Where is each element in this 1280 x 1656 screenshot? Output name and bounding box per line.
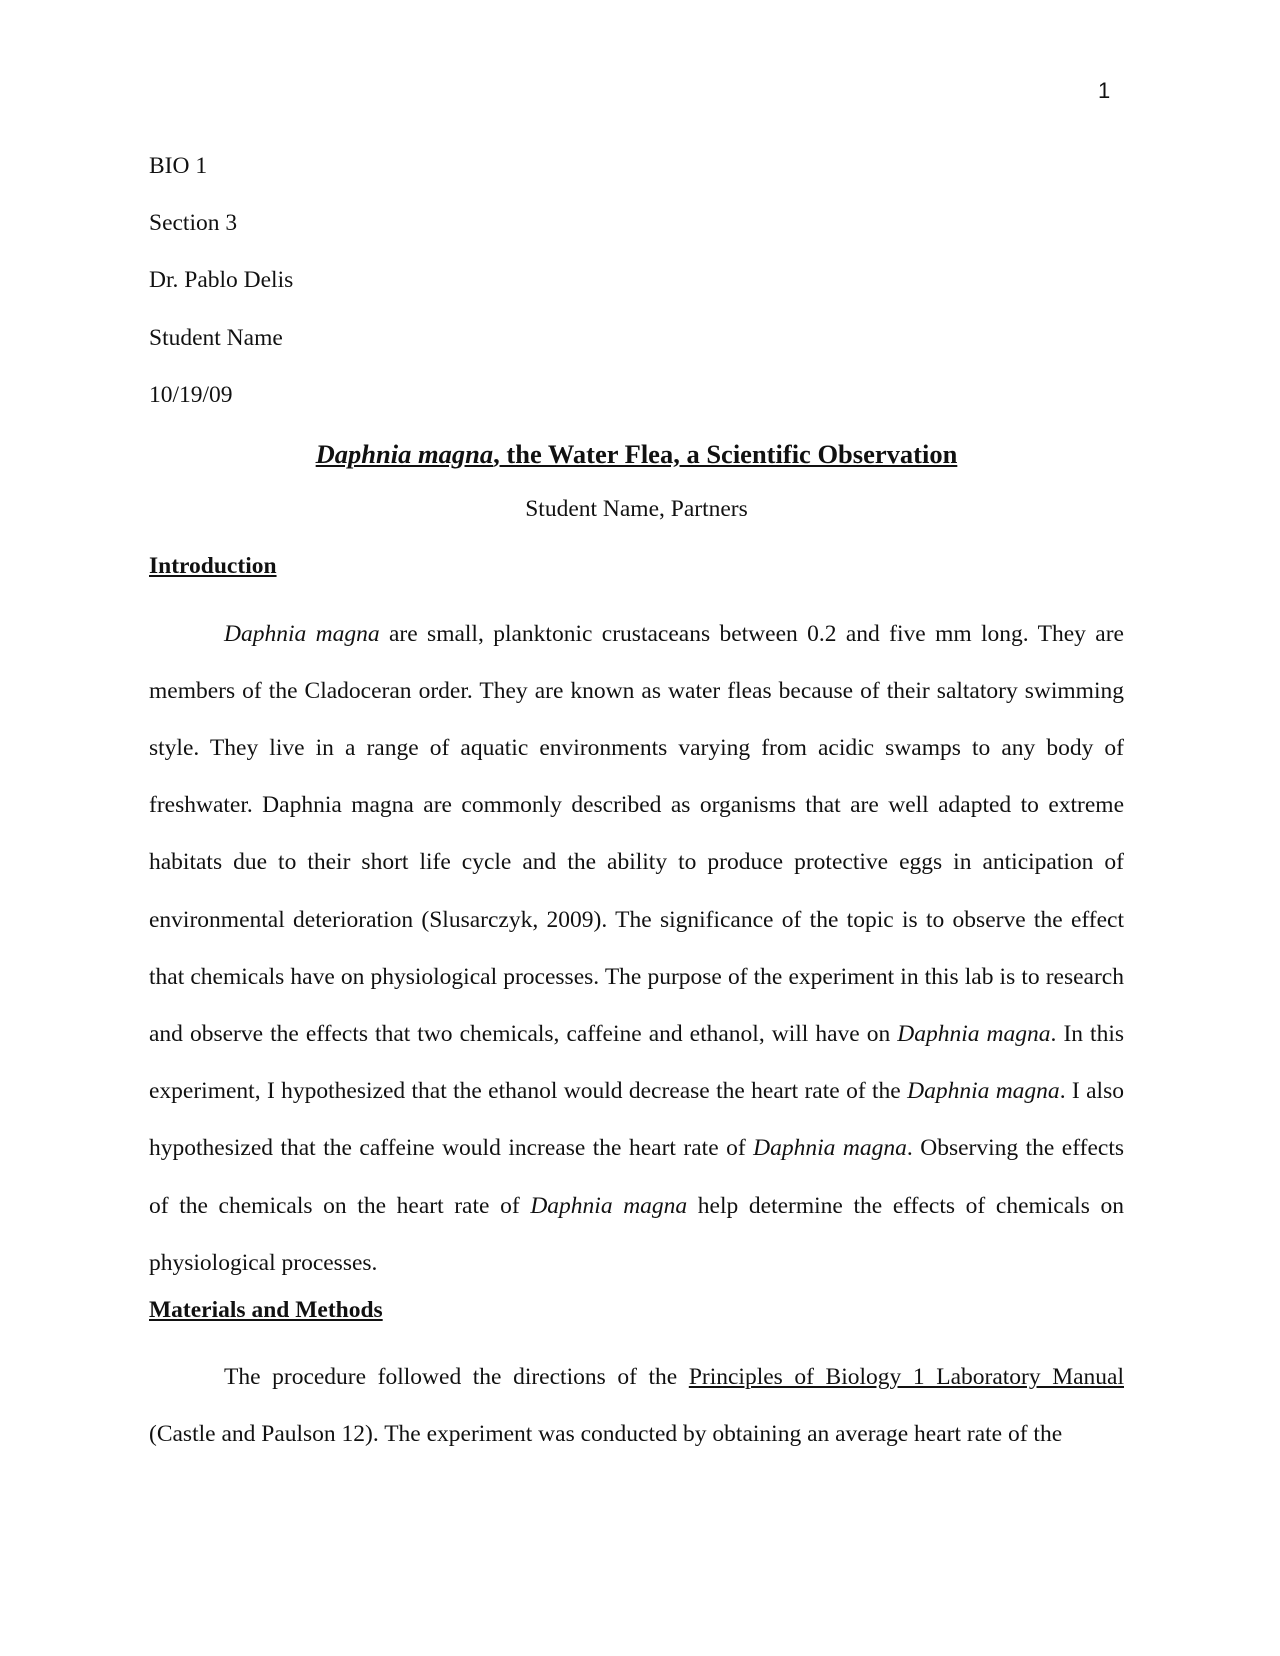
methods-heading-line	[149, 1292, 1124, 1349]
italic-species-name: Daphnia magna	[224, 620, 380, 647]
paragraph-text: . Observing the effects of the chemicals on the heart rate of	[149, 1135, 1124, 1219]
page-number: 1	[1098, 78, 1111, 103]
date-line: 10/19/09	[149, 381, 233, 408]
italic-species-name: Daphnia magna	[753, 1135, 907, 1162]
authors-line: Student Name, Partners	[525, 496, 748, 523]
paragraph-text: The procedure followed the directions of the	[224, 1364, 689, 1391]
title-rest: , the Water Flea, a Scientific Observation	[493, 438, 958, 469]
methods-heading: Materials and Methods	[149, 1296, 383, 1323]
document-title	[316, 439, 958, 469]
introduction-heading: Introduction	[149, 553, 277, 580]
instructor-line: Dr. Pablo Delis	[149, 267, 294, 294]
student-line: Student Name	[149, 324, 283, 351]
introduction-paragraph	[149, 606, 1124, 1292]
manual-title: Principles of Biology 1 Laboratory Manual	[688, 1364, 1124, 1391]
introduction-heading-line	[149, 548, 1124, 605]
paragraph-text: help determine the effects of chemicals on physiological processes.	[149, 1192, 1124, 1276]
italic-species-name: Daphnia magna	[907, 1078, 1060, 1105]
title-line	[149, 434, 1124, 491]
italic-species-name: Daphnia magna	[530, 1192, 688, 1219]
paragraph-text: . I also hypothesized that the caffeine would increase the heart rate of	[149, 1078, 1124, 1162]
italic-species-name: Daphnia magna	[897, 1020, 1051, 1047]
document-body	[149, 148, 1124, 1464]
paragraph-text: are small, planktonic crustaceans between 0.2 and five mm long. They are members of the Cladoceran order. They are known as water fleas because of their saltatory swimming style. They live in a range of aquatic environments varying from acidic swamps to any body of freshwater. Daphnia magna are commonly described as organisms that are well adapted to extreme habitats due to their short life cycle and the ability to produce protective eggs in anticipation of environmental deterioration (Slusarczyk, 2009). The significance of the topic is to observe the effect that chemicals have on physiological processes. The purpose of the experiment in this lab is to research and observe the effects that two chemicals, caffeine and ethanol, will have on	[149, 620, 1124, 1047]
course-line: BIO 1	[149, 153, 208, 179]
title-italic: Daphnia magna	[315, 438, 494, 469]
section-line: Section 3	[149, 210, 238, 237]
methods-paragraph	[149, 1349, 1124, 1463]
paragraph-text: . In this experiment, I hypothesized that the ethanol would decrease the heart rate of the	[149, 1020, 1124, 1105]
paragraph-text: (Castle and Paulson 12). The experiment was conducted by obtaining an average heart rate of the	[149, 1421, 1063, 1448]
